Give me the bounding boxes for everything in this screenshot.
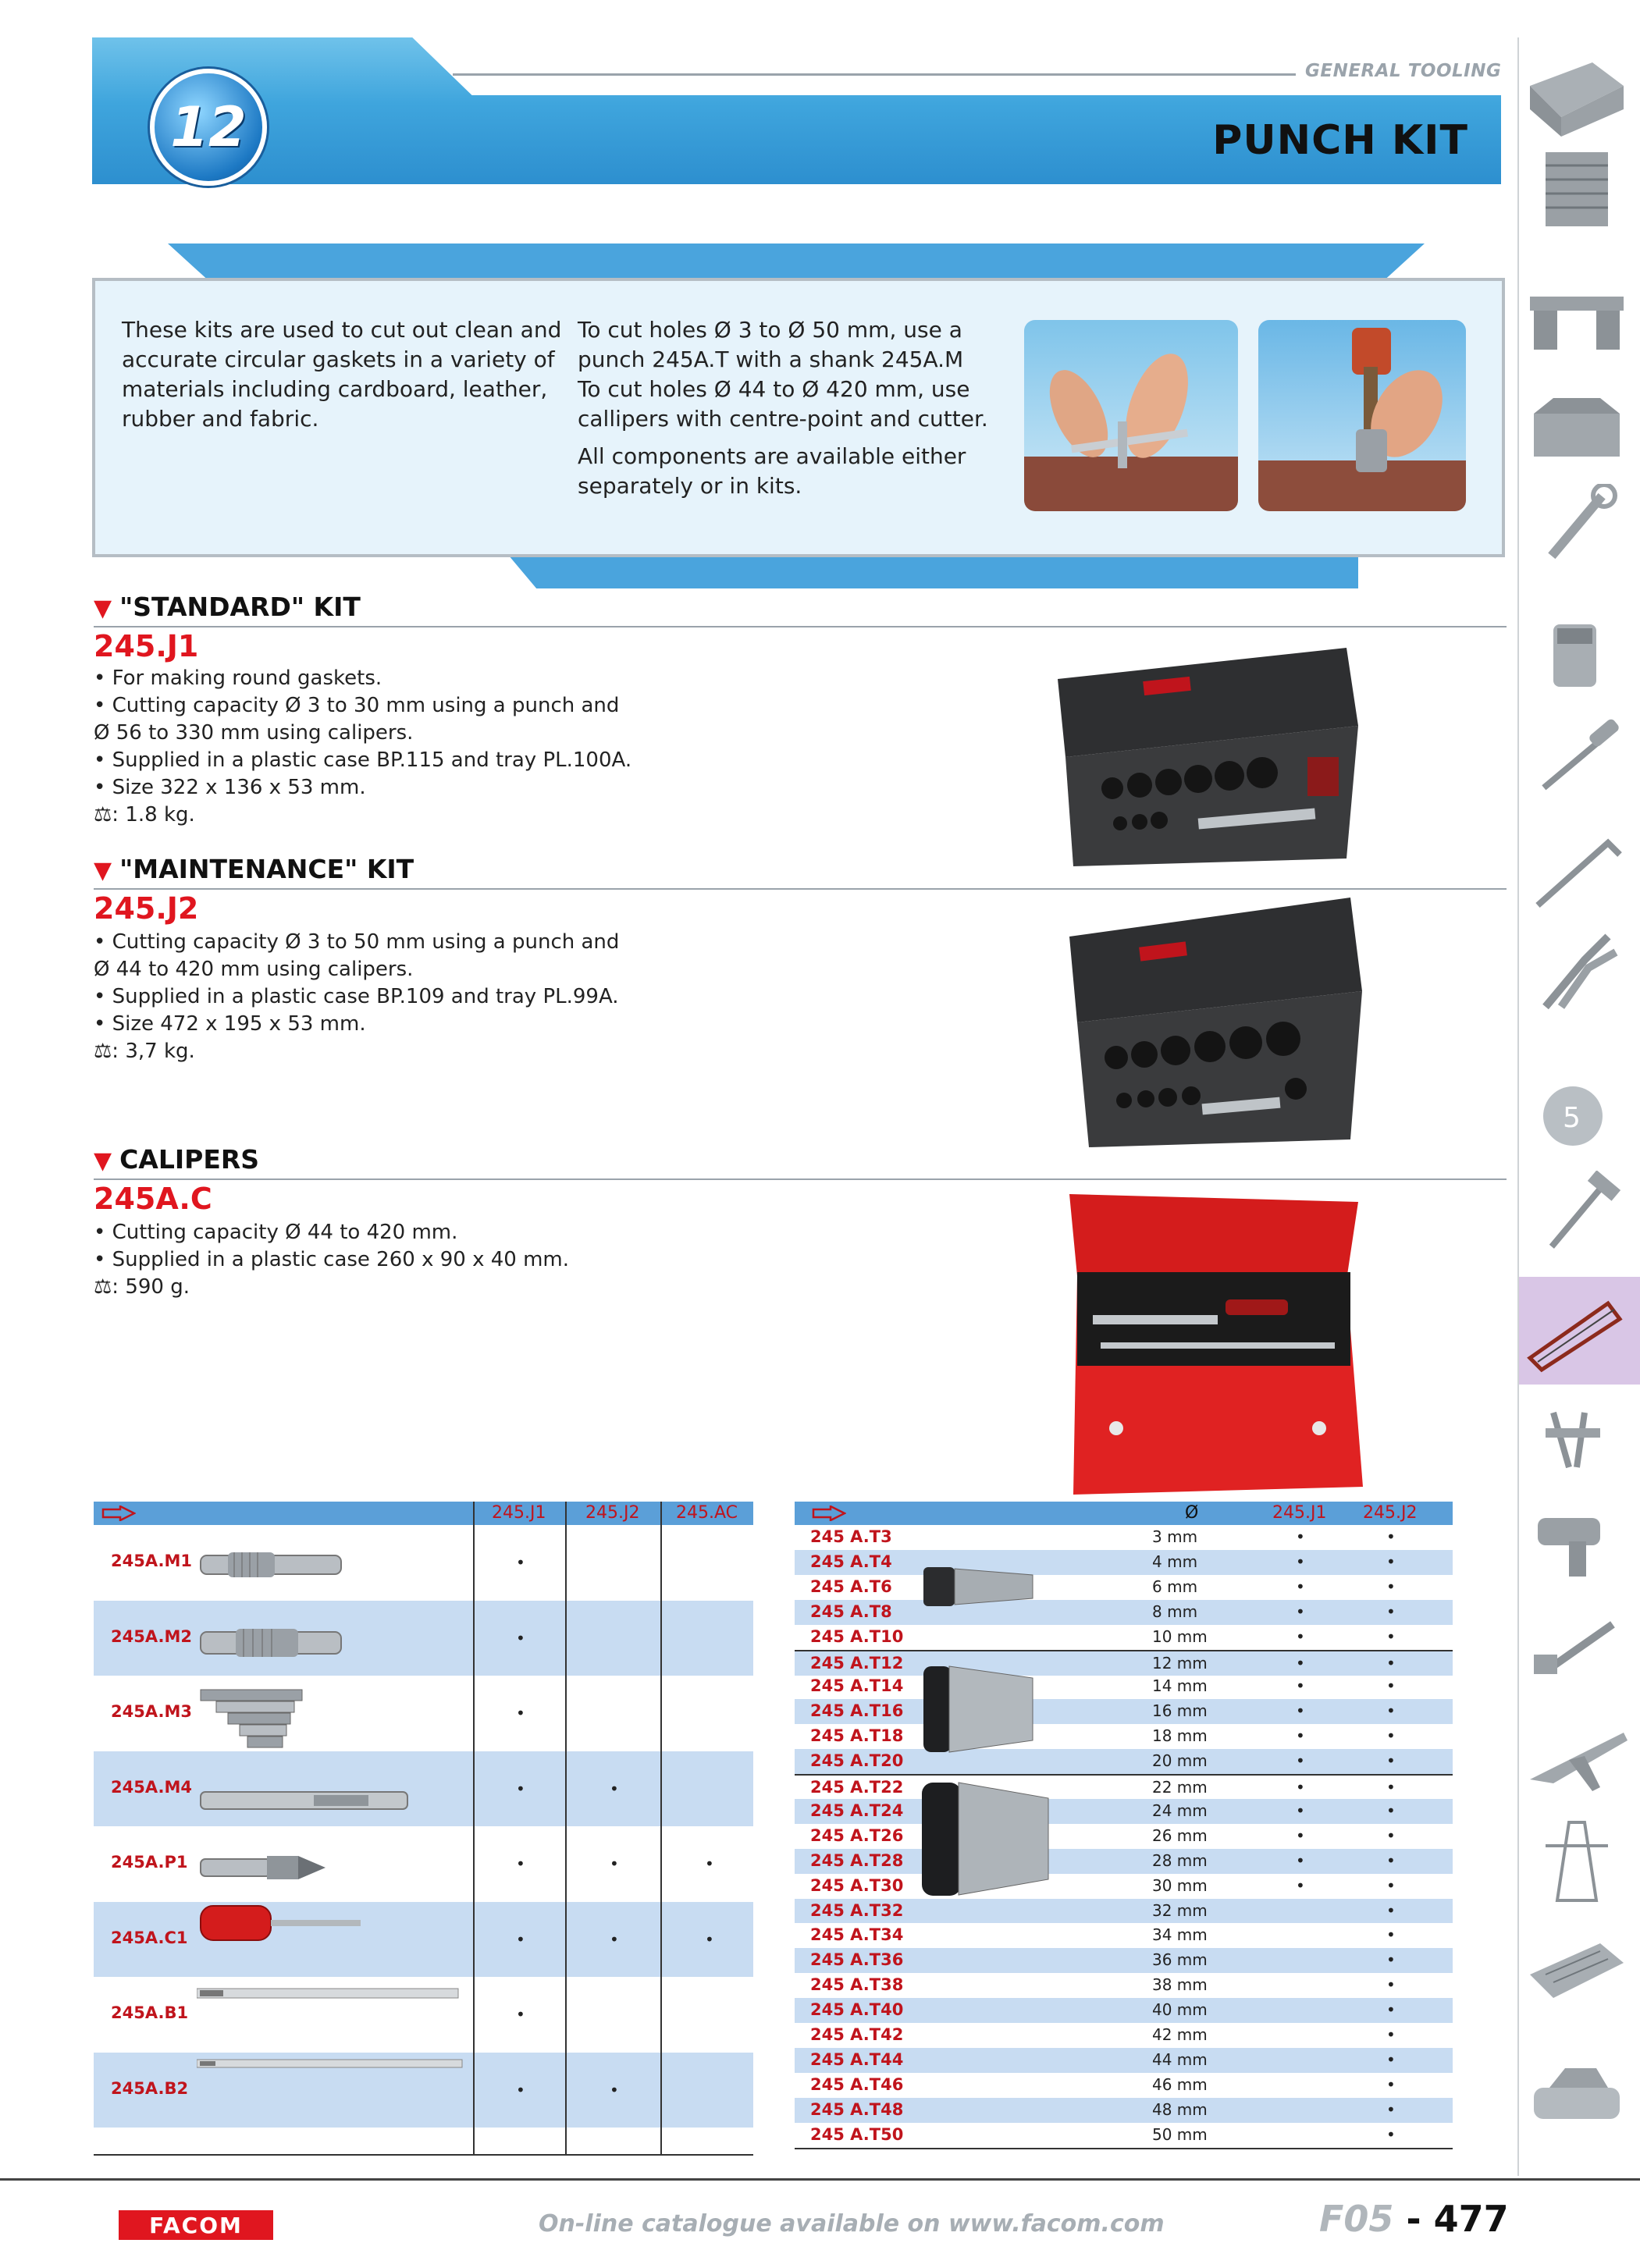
col-header-ac: 245.AC bbox=[676, 1503, 738, 1523]
punch-medium-image bbox=[920, 1658, 1037, 1760]
availability-mark: • bbox=[1296, 1726, 1305, 1746]
kit-description bbox=[94, 1219, 569, 1301]
diameter-value: 42 mm bbox=[1152, 2025, 1208, 2044]
red-triangle-icon: ▼ bbox=[94, 595, 112, 622]
kit-heading-label: "MAINTENANCE" KIT bbox=[119, 854, 414, 884]
kit-line: • Supplied in a plastic case BP.115 and tray PL.100A. bbox=[94, 748, 632, 772]
tape-measure-icon[interactable] bbox=[1522, 1077, 1631, 1163]
punch-reference: 245 A.T14 bbox=[810, 1676, 904, 1696]
availability-mark: • bbox=[1296, 1653, 1305, 1673]
punch-reference: 245 A.T4 bbox=[810, 1552, 892, 1571]
table-row bbox=[795, 1799, 1453, 1824]
intro-line: All components are available either bbox=[578, 443, 966, 469]
intro-line: separately or in kits. bbox=[578, 473, 802, 499]
intro-line: To cut holes Ø 3 to Ø 50 mm, use a bbox=[578, 317, 962, 343]
tool-set-icon[interactable] bbox=[1522, 1928, 1631, 2014]
wrench-icon[interactable] bbox=[1522, 484, 1631, 570]
kit-line: • Cutting capacity Ø 3 to 30 mm using a punch and bbox=[94, 694, 620, 717]
diameter-value: 3 mm bbox=[1152, 1527, 1198, 1546]
kit-line: ⚖: 1.8 kg. bbox=[94, 803, 195, 827]
availability-mark: • bbox=[516, 1553, 525, 1573]
kit-line: • Supplied in a plastic case 260 x 90 x 40 mm. bbox=[94, 1248, 569, 1271]
punch-reference: 245 A.T46 bbox=[810, 2074, 904, 2094]
availability-mark: • bbox=[1386, 1778, 1396, 1797]
intro-line: rubber and fabric. bbox=[122, 406, 319, 432]
tool-storage-icon[interactable] bbox=[1522, 55, 1631, 140]
diameter-value: 32 mm bbox=[1152, 1900, 1208, 1920]
left-table-vline bbox=[565, 1502, 567, 2154]
diameter-value: 24 mm bbox=[1152, 1801, 1208, 1820]
reference-arrow-icon bbox=[812, 1505, 846, 1521]
shank-m2-image bbox=[197, 1619, 353, 1666]
tool-trolley-icon[interactable] bbox=[1522, 148, 1631, 234]
intro-col2 bbox=[578, 315, 988, 501]
punch-reference: 245 A.T18 bbox=[810, 1726, 904, 1746]
standard-kit-image bbox=[1050, 632, 1362, 874]
intro-col1 bbox=[122, 315, 561, 434]
kit-line: Ø 44 to 420 mm using calipers. bbox=[94, 958, 414, 981]
kit-line: • For making round gaskets. bbox=[94, 667, 382, 690]
intro-line: punch 245A.T with a shank 245A.M bbox=[578, 347, 964, 372]
chapter-number: 12 bbox=[170, 95, 247, 159]
kit-rule bbox=[94, 626, 1507, 627]
intro-line: To cut holes Ø 44 to Ø 420 mm, use bbox=[578, 376, 970, 402]
kit-heading-standard bbox=[94, 592, 361, 622]
availability-mark: • bbox=[705, 1854, 714, 1874]
kit-line: Ø 56 to 330 mm using calipers. bbox=[94, 721, 414, 745]
page-number-value: 477 bbox=[1433, 2198, 1509, 2240]
table-row bbox=[795, 1923, 1453, 1948]
footer-url[interactable]: On-line catalogue available on www.facom.com bbox=[539, 2210, 1165, 2238]
intro-tab-top bbox=[168, 244, 1425, 278]
photo-using-punch bbox=[1258, 320, 1466, 511]
page-title: PUNCH KIT bbox=[1212, 117, 1468, 164]
availability-mark: • bbox=[1296, 1601, 1305, 1621]
diameter-value: 16 mm bbox=[1152, 1701, 1208, 1721]
availability-mark: • bbox=[1386, 1801, 1396, 1820]
page-prefix: F05 bbox=[1319, 2198, 1394, 2240]
kit-line: ⚖: 590 g. bbox=[94, 1275, 190, 1299]
availability-mark: • bbox=[1386, 2124, 1396, 2144]
table-row bbox=[795, 1899, 1453, 1924]
availability-mark: • bbox=[1386, 2025, 1396, 2044]
availability-mark: • bbox=[1386, 1925, 1396, 1945]
availability-mark: • bbox=[610, 1779, 619, 1798]
availability-mark: • bbox=[1386, 1577, 1396, 1596]
kit-rule bbox=[94, 1178, 1507, 1180]
diameter-value: 26 mm bbox=[1152, 1825, 1208, 1845]
punch-reference: 245 A.T6 bbox=[810, 1577, 892, 1596]
section-divider bbox=[453, 73, 1296, 76]
intro-line: These kits are used to cut out clean and bbox=[122, 317, 562, 343]
page-number bbox=[1319, 2198, 1509, 2240]
availability-mark: • bbox=[516, 2080, 525, 2099]
table-row bbox=[94, 1902, 753, 1978]
diameter-value: 8 mm bbox=[1152, 1601, 1198, 1621]
right-table-header bbox=[795, 1502, 1453, 1525]
table-row bbox=[795, 1674, 1453, 1699]
availability-mark: • bbox=[1386, 1950, 1396, 1970]
table-row bbox=[795, 2023, 1453, 2048]
kit-description bbox=[94, 665, 631, 829]
part-reference: 245A.M3 bbox=[111, 1702, 192, 1722]
availability-mark: • bbox=[1296, 1875, 1305, 1895]
punch-reference: 245 A.T36 bbox=[810, 1950, 904, 1970]
availability-mark: • bbox=[1386, 1527, 1396, 1546]
table-row bbox=[94, 1601, 753, 1676]
punch-reference: 245 A.T48 bbox=[810, 2099, 904, 2119]
table-row bbox=[795, 1948, 1453, 1973]
reference-arrow-icon bbox=[101, 1505, 136, 1521]
punch-reference: 245 A.T34 bbox=[810, 1925, 904, 1945]
pliers-icon[interactable] bbox=[1522, 929, 1631, 1015]
availability-mark: • bbox=[1296, 1701, 1305, 1721]
kit-ref: 245.J2 bbox=[94, 891, 199, 926]
availability-mark: • bbox=[1386, 1875, 1396, 1895]
availability-mark: • bbox=[1386, 1751, 1396, 1771]
bar-b2-image bbox=[197, 2056, 466, 2071]
availability-mark: • bbox=[1386, 2049, 1396, 2069]
left-table-header bbox=[94, 1502, 753, 1525]
availability-mark: • bbox=[516, 1704, 525, 1723]
diameter-value: 36 mm bbox=[1152, 1950, 1208, 1970]
punch-reference: 245 A.T22 bbox=[810, 1778, 904, 1797]
punch-reference: 245 A.T32 bbox=[810, 1900, 904, 1920]
car-icon[interactable] bbox=[1522, 2053, 1631, 2138]
availability-mark: • bbox=[1296, 1527, 1305, 1546]
availability-mark: • bbox=[1296, 1676, 1305, 1696]
table-row bbox=[795, 1600, 1453, 1625]
col-header-diameter: Ø bbox=[1185, 1503, 1199, 1523]
availability-mark: • bbox=[516, 1854, 525, 1874]
kit-line: • Supplied in a plastic case BP.109 and tray PL.99A. bbox=[94, 985, 619, 1008]
availability-mark: • bbox=[1386, 1975, 1396, 1995]
diameter-value: 20 mm bbox=[1152, 1751, 1208, 1771]
punch-reference: 245 A.T10 bbox=[810, 1626, 904, 1646]
kit-description bbox=[94, 929, 619, 1065]
toolbox-icon[interactable] bbox=[1522, 382, 1631, 468]
left-table-vline bbox=[473, 1502, 475, 2154]
socket-icon[interactable] bbox=[1522, 617, 1631, 702]
table-row bbox=[795, 1550, 1453, 1575]
right-table-bottom-rule bbox=[795, 2148, 1453, 2149]
table-row bbox=[94, 1525, 753, 1601]
punch-reference: 245 A.T26 bbox=[810, 1825, 904, 1845]
availability-mark: • bbox=[1386, 1601, 1396, 1621]
punch-reference: 245 A.T20 bbox=[810, 1751, 904, 1771]
availability-mark: • bbox=[1386, 1726, 1396, 1746]
part-reference: 245A.M1 bbox=[111, 1552, 192, 1571]
availability-mark: • bbox=[1386, 2000, 1396, 2020]
shank-m1-image bbox=[197, 1541, 353, 1588]
table-row bbox=[795, 1575, 1453, 1600]
availability-mark: • bbox=[1386, 2074, 1396, 2094]
col-header-j1: 245.J1 bbox=[492, 1503, 546, 1523]
chapter-badge bbox=[150, 69, 267, 186]
kit-ref: 245.J1 bbox=[94, 629, 199, 663]
section-label: GENERAL TOOLING bbox=[1305, 61, 1502, 81]
red-triangle-icon: ▼ bbox=[94, 1147, 112, 1175]
left-table-vline bbox=[660, 1502, 662, 2154]
punch-reference: 245 A.T24 bbox=[810, 1801, 904, 1820]
intro-tab-bottom bbox=[484, 557, 1358, 588]
availability-mark: • bbox=[1386, 1850, 1396, 1870]
diameter-value: 6 mm bbox=[1152, 1577, 1198, 1596]
availability-mark: • bbox=[1296, 1552, 1305, 1571]
kit-line: • Cutting capacity Ø 44 to 420 mm. bbox=[94, 1221, 458, 1244]
allen-key-icon[interactable] bbox=[1522, 827, 1631, 913]
availability-mark: • bbox=[516, 1628, 525, 1648]
part-reference: 245A.M2 bbox=[111, 1626, 192, 1646]
intro-line: accurate circular gaskets in a variety of bbox=[122, 347, 555, 372]
part-reference: 245A.B1 bbox=[111, 2003, 189, 2023]
availability-mark: • bbox=[1386, 1626, 1396, 1646]
diameter-value: 30 mm bbox=[1152, 1875, 1208, 1895]
part-reference: 245A.P1 bbox=[111, 1853, 188, 1872]
availability-mark: • bbox=[1386, 2099, 1396, 2119]
diameter-value: 28 mm bbox=[1152, 1850, 1208, 1870]
workbench-icon[interactable] bbox=[1522, 281, 1631, 367]
maintenance-kit-image bbox=[1062, 890, 1374, 1155]
availability-mark: • bbox=[1296, 1825, 1305, 1845]
availability-mark: • bbox=[1296, 1801, 1305, 1820]
diameter-value: 48 mm bbox=[1152, 2099, 1208, 2119]
table-row bbox=[795, 1650, 1453, 1676]
impact-wrench-icon[interactable] bbox=[1522, 1495, 1631, 1580]
table-row bbox=[795, 1699, 1453, 1724]
pipe-wrench-icon[interactable] bbox=[1522, 1600, 1631, 1686]
punch-reference: 245 A.T42 bbox=[810, 2025, 904, 2044]
punch-small-image bbox=[920, 1559, 1037, 1614]
table-row bbox=[795, 1998, 1453, 2023]
diameter-value: 22 mm bbox=[1152, 1778, 1208, 1797]
availability-mark: • bbox=[610, 2080, 619, 2099]
shank-m3-image bbox=[197, 1686, 322, 1756]
availability-mark: • bbox=[1386, 1701, 1396, 1721]
intro-line: callipers with centre-point and cutter. bbox=[578, 406, 988, 432]
diameter-value: 50 mm bbox=[1152, 2124, 1208, 2144]
table-row bbox=[795, 2048, 1453, 2073]
table-row bbox=[795, 1774, 1453, 1801]
aircraft-icon[interactable] bbox=[1522, 1717, 1631, 1803]
kit-heading-label: "STANDARD" KIT bbox=[119, 592, 361, 622]
availability-mark: • bbox=[1386, 1825, 1396, 1845]
punch-reference: 245 A.T50 bbox=[810, 2124, 904, 2144]
availability-mark: • bbox=[1296, 1577, 1305, 1596]
table-row bbox=[94, 1676, 753, 1751]
diameter-value: 46 mm bbox=[1152, 2074, 1208, 2094]
availability-mark: • bbox=[1386, 1676, 1396, 1696]
punch-reference: 245 A.T28 bbox=[810, 1850, 904, 1870]
hacksaw-icon[interactable] bbox=[1522, 1288, 1631, 1374]
diameter-value: 34 mm bbox=[1152, 1925, 1208, 1945]
table-row bbox=[795, 1724, 1453, 1749]
kit-heading-label: CALIPERS bbox=[119, 1144, 260, 1175]
availability-mark: • bbox=[610, 1929, 619, 1949]
punch-large-image bbox=[920, 1776, 1052, 1901]
availability-mark: • bbox=[516, 1929, 525, 1949]
availability-mark: • bbox=[1296, 1778, 1305, 1797]
table-row bbox=[94, 1751, 753, 1827]
punch-reference: 245 A.T38 bbox=[810, 1975, 904, 1995]
kit-line: • Cutting capacity Ø 3 to 50 mm using a punch and bbox=[94, 930, 620, 954]
puller-icon[interactable] bbox=[1522, 1397, 1631, 1483]
bar-b1-image bbox=[197, 1984, 462, 2003]
availability-mark: • bbox=[610, 1854, 619, 1874]
table-row bbox=[795, 1874, 1453, 1899]
availability-mark: • bbox=[1296, 1626, 1305, 1646]
availability-mark: • bbox=[705, 1929, 714, 1949]
electrical-pylon-icon[interactable] bbox=[1522, 1818, 1631, 1904]
cutter-screwdriver-image bbox=[197, 1897, 368, 1951]
diameter-value: 14 mm bbox=[1152, 1676, 1208, 1696]
availability-mark: • bbox=[516, 2005, 525, 2024]
table-row bbox=[795, 2073, 1453, 2098]
part-reference: 245A.B2 bbox=[111, 2078, 189, 2098]
punch-reference: 245 A.T40 bbox=[810, 2000, 904, 2020]
intro-line: materials including cardboard, leather, bbox=[122, 376, 548, 402]
table-row bbox=[795, 1973, 1453, 1998]
screwdriver-icon[interactable] bbox=[1522, 718, 1631, 804]
availability-mark: • bbox=[1296, 1850, 1305, 1870]
red-triangle-icon: ▼ bbox=[94, 857, 112, 884]
hammer-icon[interactable] bbox=[1522, 1171, 1631, 1257]
diameter-value: 10 mm bbox=[1152, 1626, 1208, 1646]
availability-mark: • bbox=[1386, 1653, 1396, 1673]
facom-logo bbox=[119, 2210, 273, 2240]
table-row bbox=[795, 1625, 1453, 1650]
diameter-value: 12 mm bbox=[1152, 1653, 1208, 1673]
table-row bbox=[795, 1849, 1453, 1874]
punch-reference: 245 A.T16 bbox=[810, 1701, 904, 1721]
kit-line: • Size 322 x 136 x 53 mm. bbox=[94, 776, 366, 799]
col-header-j2: 245.J2 bbox=[585, 1503, 640, 1523]
kit-ref: 245A.C bbox=[94, 1182, 212, 1216]
kit-heading-maintenance bbox=[94, 854, 414, 884]
footer-rule bbox=[0, 2178, 1640, 2181]
photo-using-calipers bbox=[1024, 320, 1238, 511]
availability-mark: • bbox=[516, 1779, 525, 1798]
kit-heading-calipers bbox=[94, 1144, 259, 1175]
logo-text: FACOM bbox=[149, 2212, 243, 2238]
punch-reference: 245 A.T8 bbox=[810, 1601, 892, 1621]
availability-mark: • bbox=[1296, 1751, 1305, 1771]
availability-mark: • bbox=[1386, 1552, 1396, 1571]
table-row bbox=[795, 1749, 1453, 1774]
col-header-j1: 245.J1 bbox=[1272, 1503, 1327, 1523]
centre-point-image bbox=[197, 1848, 337, 1887]
availability-mark: • bbox=[1386, 1900, 1396, 1920]
punch-reference: 245 A.T12 bbox=[810, 1653, 904, 1673]
kit-line: • Size 472 x 195 x 53 mm. bbox=[94, 1012, 366, 1036]
kit-line: ⚖: 3,7 kg. bbox=[94, 1040, 195, 1063]
sidebar-divider bbox=[1517, 37, 1519, 2176]
page-separator: - bbox=[1393, 2198, 1434, 2240]
left-table-bottom-rule bbox=[94, 2154, 753, 2156]
part-reference: 245A.C1 bbox=[111, 1928, 188, 1947]
diameter-value: 40 mm bbox=[1152, 2000, 1208, 2020]
diameter-value: 44 mm bbox=[1152, 2049, 1208, 2069]
table-row bbox=[795, 1824, 1453, 1849]
calipers-case-image bbox=[1069, 1194, 1363, 1495]
shank-m4-image bbox=[197, 1781, 415, 1820]
table-row bbox=[795, 1525, 1453, 1550]
punch-reference: 245 A.T30 bbox=[810, 1875, 904, 1895]
punch-reference: 245 A.T3 bbox=[810, 1527, 892, 1546]
table-row bbox=[795, 2123, 1453, 2148]
svg-text:5: 5 bbox=[1563, 1102, 1581, 1134]
diameter-value: 38 mm bbox=[1152, 1975, 1208, 1995]
col-header-j2: 245.J2 bbox=[1363, 1503, 1418, 1523]
table-row bbox=[94, 1826, 753, 1902]
table-row bbox=[795, 2098, 1453, 2123]
part-reference: 245A.M4 bbox=[111, 1777, 192, 1797]
diameter-value: 18 mm bbox=[1152, 1726, 1208, 1746]
diameter-value: 4 mm bbox=[1152, 1552, 1198, 1571]
punch-reference: 245 A.T44 bbox=[810, 2049, 904, 2069]
